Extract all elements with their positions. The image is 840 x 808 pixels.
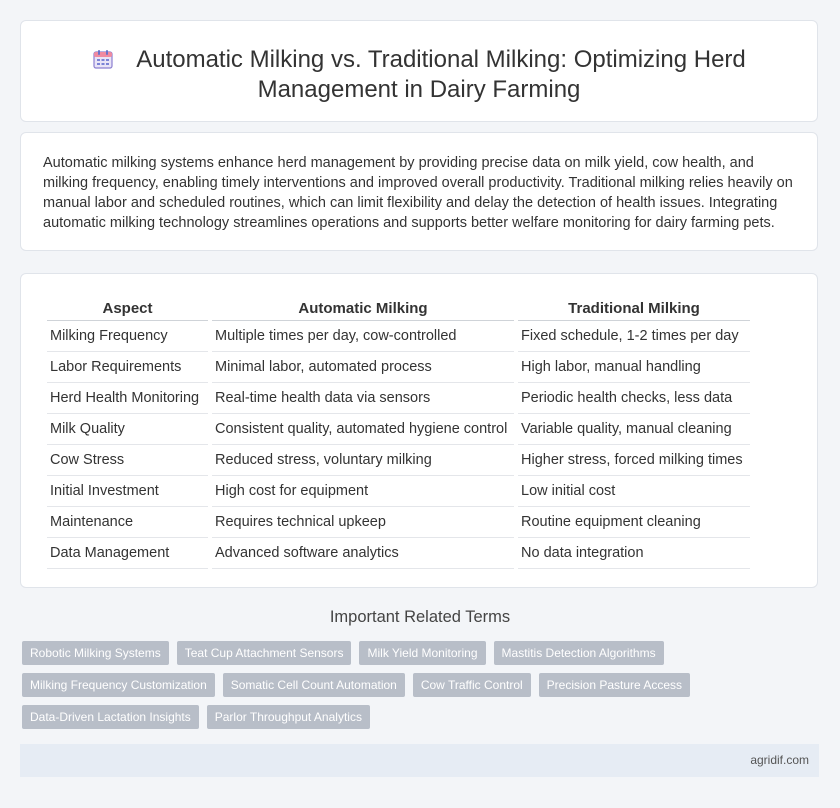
title-line-1: Automatic Milking vs. Traditional Milking: Optimizing Herd bbox=[136, 46, 746, 73]
title-line-2: Management in Dairy Farming bbox=[257, 76, 581, 103]
aspect-cell: Maintenance bbox=[47, 507, 208, 538]
table-header-row bbox=[47, 296, 750, 321]
intro-card bbox=[20, 132, 818, 251]
title-card bbox=[20, 20, 818, 122]
aspect-cell: Data Management bbox=[47, 538, 208, 569]
automatic-cell: Real-time health data via sensors bbox=[212, 383, 514, 414]
related-terms-list bbox=[22, 641, 702, 729]
traditional-cell: Higher stress, forced milking times bbox=[518, 445, 750, 476]
automatic-cell: Requires technical upkeep bbox=[212, 507, 514, 538]
aspect-cell: Herd Health Monitoring bbox=[47, 383, 208, 414]
automatic-cell: High cost for equipment bbox=[212, 476, 514, 507]
table-row bbox=[47, 383, 750, 414]
related-term-tag[interactable]: Robotic Milking Systems bbox=[22, 641, 169, 665]
table-row bbox=[47, 352, 750, 383]
related-term-tag[interactable]: Teat Cup Attachment Sensors bbox=[177, 641, 352, 665]
table-row bbox=[47, 414, 750, 445]
table-row bbox=[47, 445, 750, 476]
traditional-cell: Fixed schedule, 1-2 times per day bbox=[518, 321, 750, 352]
related-terms-title: Important Related Terms bbox=[329, 608, 511, 626]
page-title bbox=[21, 45, 817, 105]
traditional-cell: Low initial cost bbox=[518, 476, 750, 507]
comparison-table bbox=[43, 296, 754, 569]
footer-site[interactable]: agridif.com bbox=[750, 753, 809, 767]
traditional-cell: Periodic health checks, less data bbox=[518, 383, 750, 414]
automatic-cell: Advanced software analytics bbox=[212, 538, 514, 569]
automatic-cell: Minimal labor, automated process bbox=[212, 352, 514, 383]
header-traditional: Traditional Milking bbox=[518, 296, 750, 321]
header-aspect: Aspect bbox=[47, 296, 208, 321]
automatic-cell: Reduced stress, voluntary milking bbox=[212, 445, 514, 476]
related-term-tag[interactable]: Parlor Throughput Analytics bbox=[207, 705, 370, 729]
table-row bbox=[47, 321, 750, 352]
related-term-tag[interactable]: Somatic Cell Count Automation bbox=[223, 673, 405, 697]
header-automatic: Automatic Milking bbox=[212, 296, 514, 321]
table-row bbox=[47, 538, 750, 569]
traditional-cell: No data integration bbox=[518, 538, 750, 569]
aspect-cell: Labor Requirements bbox=[47, 352, 208, 383]
table-row bbox=[47, 507, 750, 538]
table-row bbox=[47, 476, 750, 507]
comparison-card bbox=[20, 273, 818, 588]
aspect-cell: Milking Frequency bbox=[47, 321, 208, 352]
traditional-cell: Variable quality, manual cleaning bbox=[518, 414, 750, 445]
related-term-tag[interactable]: Milk Yield Monitoring bbox=[359, 641, 485, 665]
aspect-cell: Initial Investment bbox=[47, 476, 208, 507]
related-term-tag[interactable]: Cow Traffic Control bbox=[413, 673, 531, 697]
calendar-icon bbox=[92, 48, 114, 70]
aspect-cell: Milk Quality bbox=[47, 414, 208, 445]
automatic-cell: Consistent quality, automated hygiene control bbox=[212, 414, 514, 445]
footer bbox=[20, 744, 819, 777]
traditional-cell: Routine equipment cleaning bbox=[518, 507, 750, 538]
traditional-cell: High labor, manual handling bbox=[518, 352, 750, 383]
intro-paragraph: Automatic milking systems enhance herd management by providing precise data on milk yield, cow health, and milking frequency, enabling timely interventions and improved overall productivity. Traditional milking relies heavily on manual labor and scheduled routines, which can limit flexibility and delay the detection of health issues. Integrating automatic milking technology streamlines operations and supports better welfare monitoring for dairy farming pets. bbox=[43, 155, 793, 231]
related-term-tag[interactable]: Mastitis Detection Algorithms bbox=[494, 641, 664, 665]
related-term-tag[interactable]: Data-Driven Lactation Insights bbox=[22, 705, 199, 729]
aspect-cell: Cow Stress bbox=[47, 445, 208, 476]
related-term-tag[interactable]: Precision Pasture Access bbox=[539, 673, 690, 697]
automatic-cell: Multiple times per day, cow-controlled bbox=[212, 321, 514, 352]
related-term-tag[interactable]: Milking Frequency Customization bbox=[22, 673, 215, 697]
